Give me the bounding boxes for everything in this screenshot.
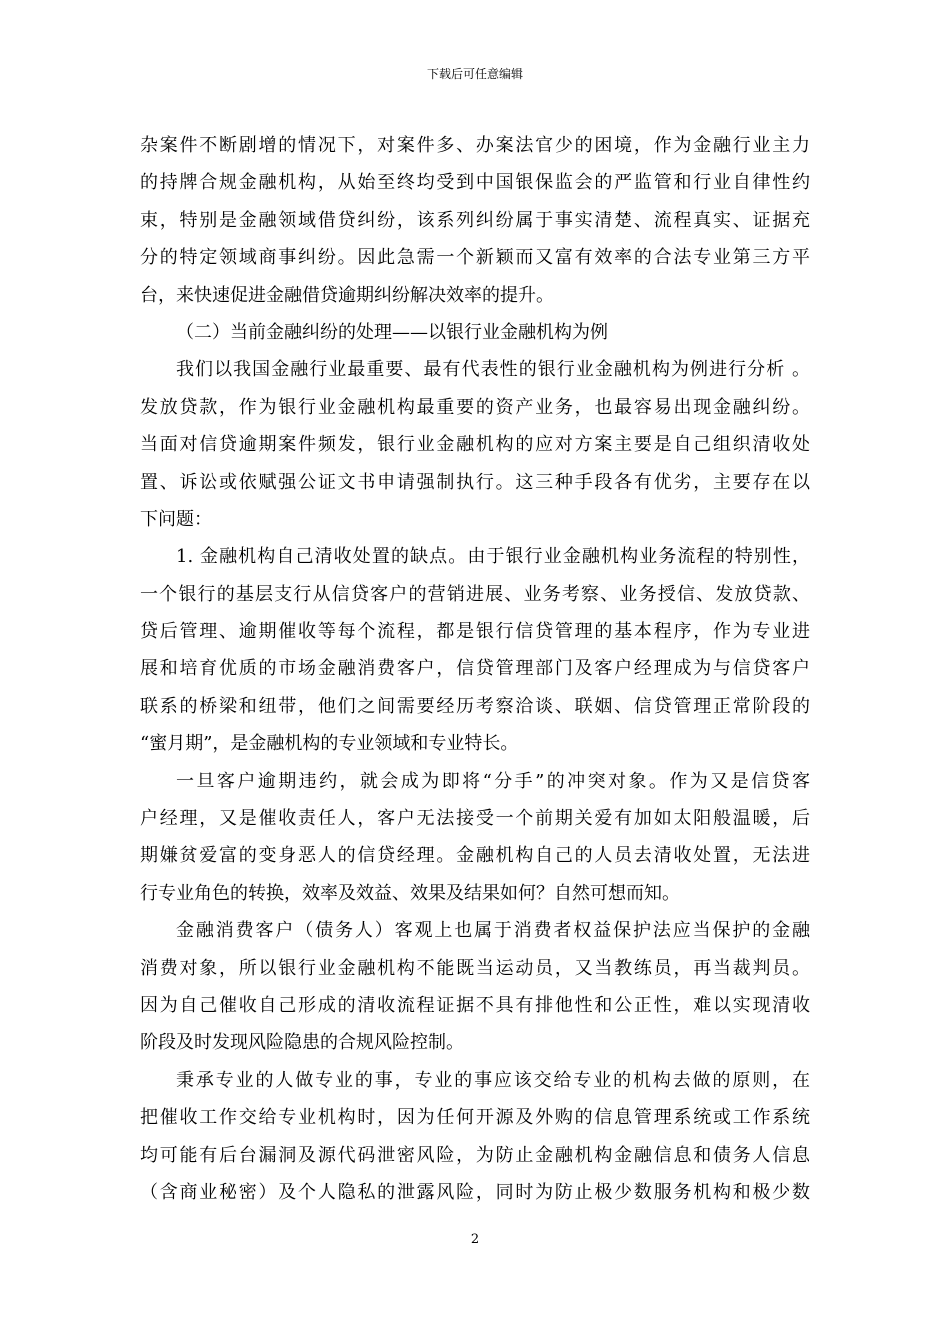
text-line: 把催收工作交给专业机构时，因为任何开源及外购的信息管理系统或工作系统 xyxy=(140,1107,810,1129)
text-line: 贷后管理、逾期催收等每个流程，都是银行信贷管理的基本程序，作为专业进 xyxy=(140,621,810,643)
text-line: 行专业角色的转换，效率及效益、效果及结果如何？自然可想而知。 xyxy=(140,882,680,904)
text-line: 户经理，又是催收责任人，客户无法接受一个前期关爱有加如太阳般温暖，后 xyxy=(140,808,810,830)
text-line: 期嫌贫爱富的变身恶人的信贷经理。金融机构自己的人员去清收处置，无法进 xyxy=(140,845,810,867)
text-line: 台，来快速促进金融借贷逾期纠纷解决效率的提升。 xyxy=(140,284,554,306)
text-line: 分的特定领域商事纠纷。因此急需一个新颖而又富有效率的合法专业第三方平 xyxy=(140,247,810,269)
text-line: 均可能有后台漏洞及源代码泄密风险，为防止金融机构金融信息和债务人信息 xyxy=(140,1144,810,1166)
text-line: “蜜月期”，是金融机构的专业领域和专业特长。 xyxy=(140,733,519,755)
document-body xyxy=(140,127,810,1211)
text-line: 联系的桥梁和纽带，他们之间需要经历考察洽谈、联姻、信贷管理正常阶段的 xyxy=(140,695,810,717)
text-line: 置、诉讼或依赋强公证文书申请强制执行。这三种手段各有优劣，主要存在以 xyxy=(140,471,810,493)
text-line: 束，特别是金融领域借贷纠纷，该系列纠纷属于事实清楚、流程真实、证据充 xyxy=(140,209,810,231)
page-number: 2 xyxy=(470,1232,480,1247)
text-line: 1. 金融机构自己清收处置的缺点。由于银行业金融机构业务流程的特别性， xyxy=(176,546,810,568)
text-line: 秉承专业的人做专业的事，专业的事应该交给专业的机构去做的原则，在 xyxy=(176,1069,810,1091)
text-line: 的持牌合规金融机构，从始至终均受到中国银保监会的严监管和行业自律性约 xyxy=(140,172,810,194)
text-line: （含商业秘密）及个人隐私的泄露风险，同时为防止极少数服务机构和极少数 xyxy=(140,1181,810,1203)
text-line: 阶段及时发现风险隐患的合规风险控制。 xyxy=(140,1032,464,1054)
text-line: 消费对象，所以银行业金融机构不能既当运动员，又当教练员，再当裁判员。 xyxy=(140,957,810,979)
text-line: 展和培育优质的市场金融消费客户，信贷管理部门及客户经理成为与信贷客户 xyxy=(140,658,810,680)
text-line: （二）当前金融纠纷的处理——以银行业金融机构为例 xyxy=(176,321,608,343)
text-line: 下问题： xyxy=(140,508,212,530)
text-line: 一旦客户逾期违约，就会成为即将“分手”的冲突对象。作为又是信贷客 xyxy=(176,770,810,792)
text-line: 一个银行的基层支行从信贷客户的营销进展、业务考察、业务授信、发放贷款、 xyxy=(140,583,810,605)
text-line: 因为自己催收自己形成的清收流程证据不具有排他性和公正性，难以实现清收 xyxy=(140,994,810,1016)
page-header: 下载后可任意编辑 xyxy=(426,67,523,81)
text-line: 当面对信贷逾期案件频发，银行业金融机构的应对方案主要是自己组织清收处 xyxy=(140,434,810,456)
text-line: 金融消费客户（债务人）客观上也属于消费者权益保护法应当保护的金融 xyxy=(176,920,810,942)
text-line: 发放贷款，作为银行业金融机构最重要的资产业务，也最容易出现金融纠纷。 xyxy=(140,396,810,418)
text-line: 我们以我国金融行业最重要、最有代表性的银行业金融机构为例进行分析 。 xyxy=(176,359,810,381)
text-line: 杂案件不断剧增的情况下，对案件多、办案法官少的困境，作为金融行业主力 xyxy=(140,135,810,156)
